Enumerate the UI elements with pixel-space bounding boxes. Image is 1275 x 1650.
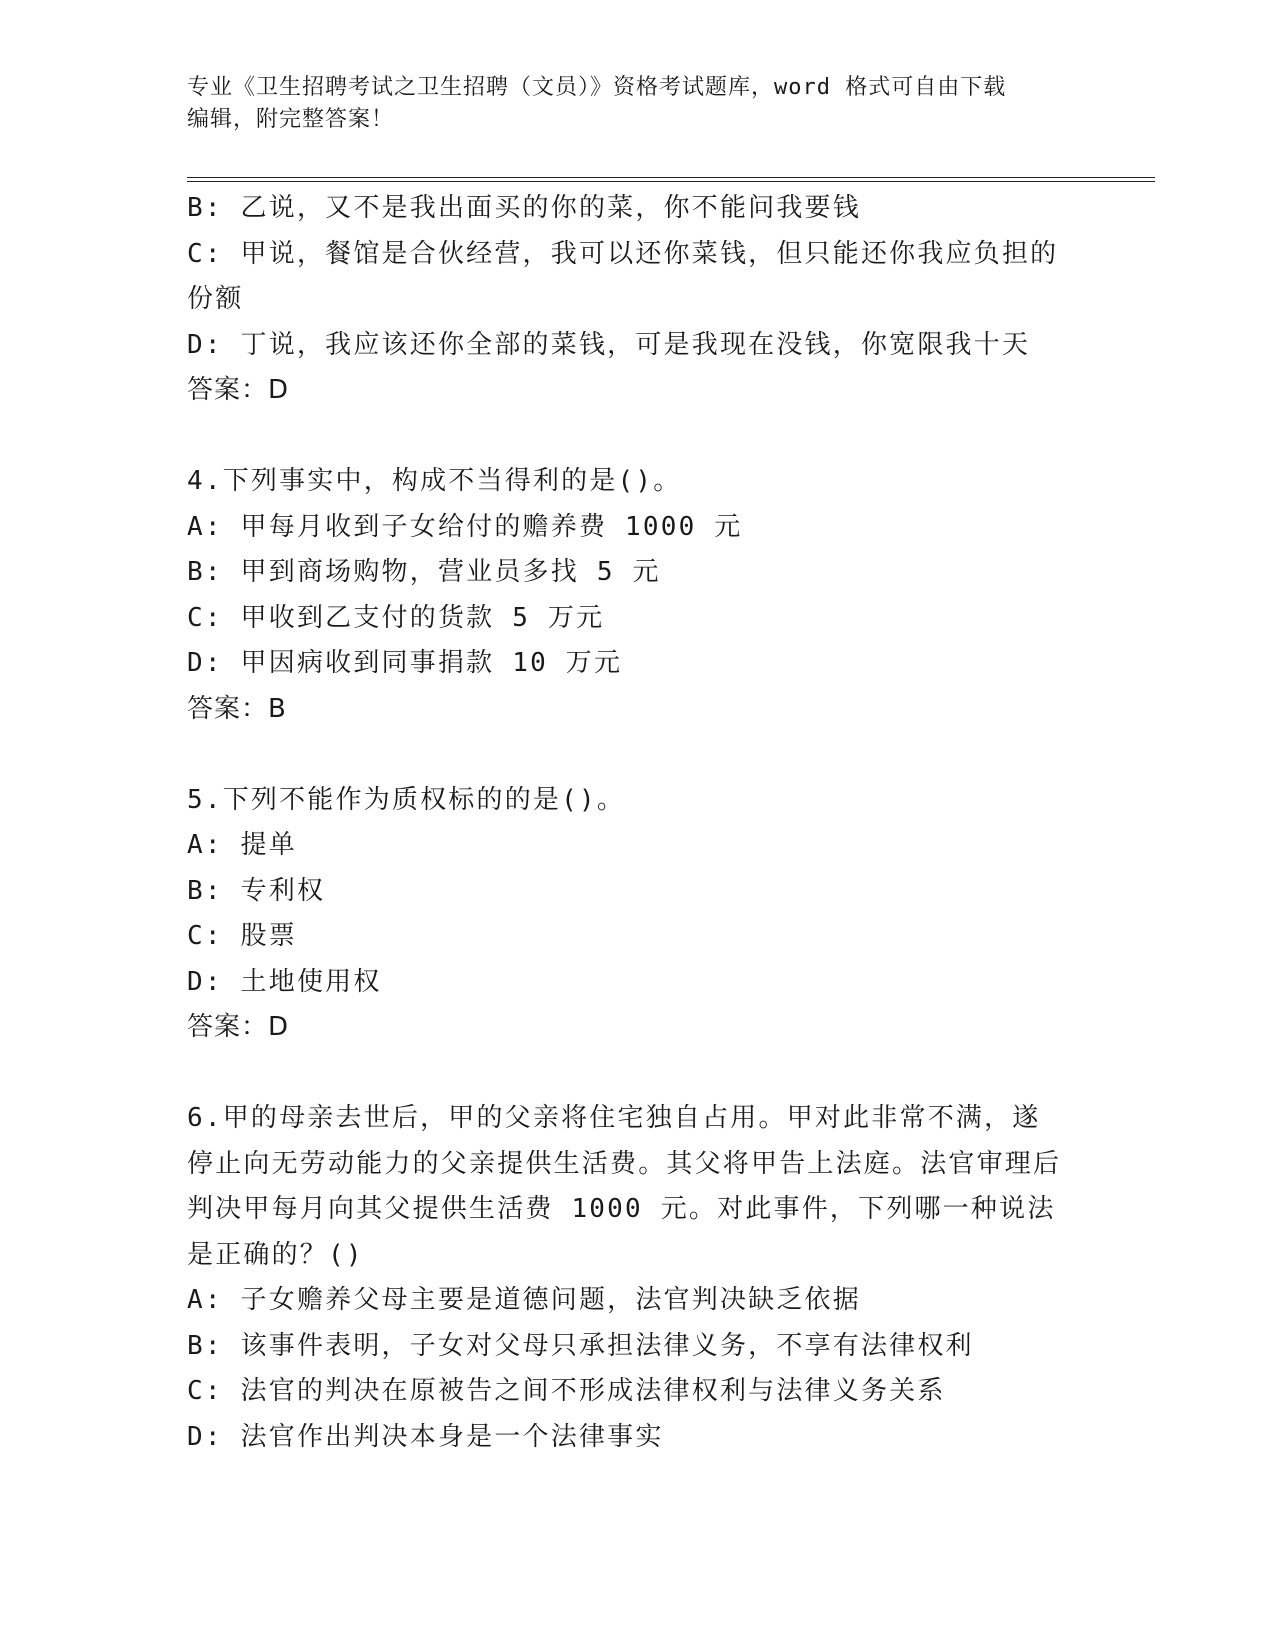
q4-option-a: A: 甲每月收到子女给付的赡养费 1000 元 [187, 511, 743, 542]
q6-option-a: A: 子女赡养父母主要是道德问题，法官判决缺乏依据 [187, 1285, 861, 1315]
q4-stem: 4.下列事实中，构成不当得利的是()。 [187, 466, 682, 496]
q5-option-a: A: 提单 [187, 830, 297, 860]
q3-option-d: D: 丁说，我应该还你全部的菜钱，可是我现在没钱，你宽限我十天 [187, 329, 1031, 360]
question-content [187, 186, 1087, 1460]
question-5 [187, 778, 1087, 1051]
spacer [187, 732, 1087, 778]
q4-option-c: C: 甲收到乙支付的货款 5 万元 [187, 602, 605, 633]
q6-option-c: C: 法官的判决在原被告之间不形成法律权利与法律义务关系 [187, 1376, 946, 1406]
spacer [187, 1051, 1087, 1097]
header-title-line-1: 专业《卫生招聘考试之卫生招聘（文员）》资格考试题库，word 格式可自由下载 [187, 75, 1007, 100]
question-4 [187, 459, 1087, 732]
spacer [187, 414, 1087, 460]
q4-option-b: B: 甲到商场购物，营业员多找 5 元 [187, 557, 661, 587]
q5-option-c: C: 股票 [187, 921, 297, 951]
header-title-line-2: 编辑，附完整答案！ [187, 107, 395, 132]
q6-option-d: D: 法官作出判决本身是一个法律事实 [187, 1421, 664, 1452]
q5-answer: 答案：D [187, 1012, 290, 1042]
q5-option-b: B: 专利权 [187, 875, 326, 906]
page-header [187, 72, 1067, 136]
q5-option-d: D: 土地使用权 [187, 966, 382, 997]
q3-answer: 答案：D [187, 375, 290, 405]
q3-option-b: B: 乙说，又不是我出面买的你的菜，你不能问我要钱 [187, 193, 861, 223]
q3-option-c: C: 甲说，餐馆是合伙经营，我可以还你菜钱，但只能还你我应负担的份额 [187, 238, 1059, 314]
q5-stem: 5.下列不能作为质权标的的是()。 [187, 784, 626, 815]
question-6 [187, 1096, 1087, 1460]
header-double-rule [187, 177, 1155, 182]
q6-stem: 6.甲的母亲去世后，甲的父亲将住宅独自占用。甲对此非常不满，遂停止向无劳动能力的父亲提供生活费。其父将甲告上法庭。法官审理后判决甲每月向其父提供生活费 1000 元。对此事件，下列哪一种说法是正确的？() [187, 1103, 1062, 1270]
question-3-tail [187, 186, 1087, 414]
q4-answer: 答案：B [187, 693, 287, 724]
q6-option-b: B: 该事件表明，子女对父母只承担法律义务，不享有法律权利 [187, 1330, 974, 1361]
q4-option-d: D: 甲因病收到同事捐款 10 万元 [187, 648, 623, 678]
